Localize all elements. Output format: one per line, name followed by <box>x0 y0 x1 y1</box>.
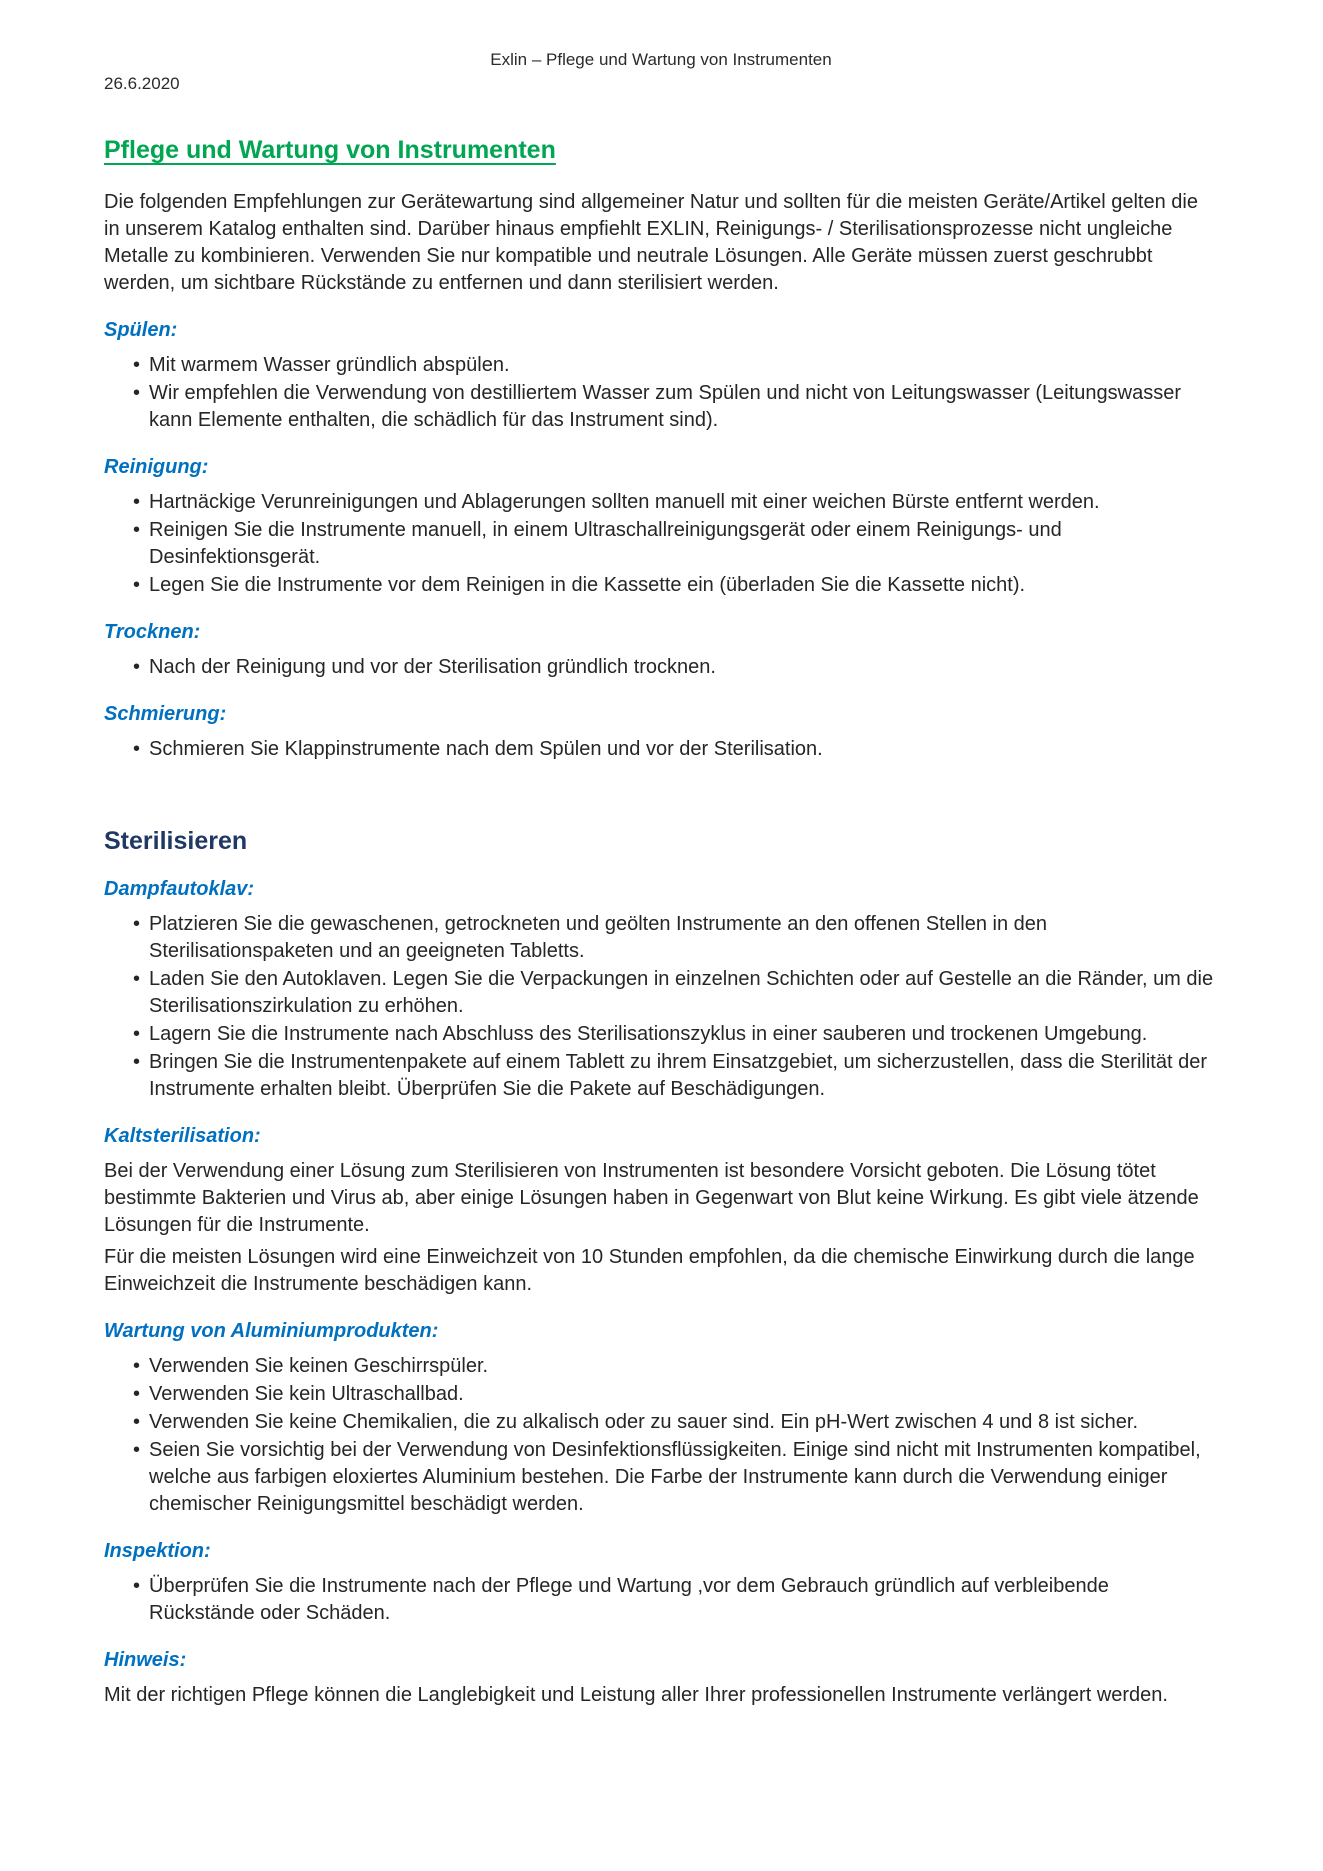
doc-title: Pflege und Wartung von Instrumenten <box>104 136 556 164</box>
bullet-list-reinigung <box>104 489 1218 599</box>
bullet-item: • Wir empfehlen die Verwendung von destilliertem Wasser zum Spülen und nicht von Leitungswasser (Leitungswasser kann Elemente enthalten, die schädlich für das Instrument sind). <box>133 380 1218 434</box>
bullet-item: • Seien Sie vorsichtig bei der Verwendung von Desinfektionsflüssigkeiten. Einige sind nicht mit Instrumenten kompatibel, welche aus farbigen eloxiertes Aluminium bestehen. Die Farbe der Instrumente kann durch die Verwendung einiger chemischer Reinigungsmittel beschädigt werden. <box>133 1437 1218 1518</box>
kaltsterilisation-paragraph-2: Für die meisten Lösungen wird eine Einweichzeit von 10 Stunden empfohlen, da die chemische Einwirkung durch die lange Einweichzeit die Instrumente beschädigen kann. <box>104 1246 1195 1295</box>
bullet-item: • Platzieren Sie die gewaschenen, getrockneten und geölten Instrumente an den offenen Stellen in den Sterilisationspaketen und an geeigneten Tabletts. <box>133 911 1218 965</box>
section-heading-reinigung: Reinigung: <box>104 456 209 478</box>
section-heading-hinweis: Hinweis: <box>104 1649 187 1671</box>
bullet-item: • Laden Sie den Autoklaven. Legen Sie die Verpackungen in einzelnen Schichten oder auf Gestelle an die Ränder, um die Sterilisationszirkulation zu erhöhen. <box>133 966 1218 1020</box>
section-heading-dampfautoklav: Dampfautoklav: <box>104 878 255 900</box>
bullet-list-schmierung <box>104 736 1218 763</box>
bullet-item: • Bringen Sie die Instrumentenpakete auf einem Tablett zu ihrem Einsatzgebiet, um sicherzustellen, dass die Sterilität der Instrumente erhalten bleibt. Überprüfen Sie die Pakete auf Beschädigungen. <box>133 1049 1218 1103</box>
bullet-list-aluminium <box>104 1353 1218 1518</box>
kaltsterilisation-paragraph-1: Bei der Verwendung einer Lösung zum Sterilisieren von Instrumenten ist besondere Vorsicht geboten. Die Lösung tötet bestimmte Bakterien und Virus ab, aber einige Lösungen haben in Gegenwart von Blut keine Wirkung. Es gibt viele ätzende Lösungen für die Instrumente. <box>104 1160 1199 1236</box>
section-heading-schmierung: Schmierung: <box>104 703 227 725</box>
section-heading-kaltsterilisation: Kaltsterilisation: <box>104 1125 261 1147</box>
section-heading-inspektion: Inspektion: <box>104 1540 211 1562</box>
bullet-list-spuelen <box>104 352 1218 434</box>
bullet-item: • Lagern Sie die Instrumente nach Abschluss des Sterilisationszyklus in einer sauberen und trockenen Umgebung. <box>133 1021 1218 1048</box>
section-heading-trocknen: Trocknen: <box>104 621 201 643</box>
bullet-list-trocknen <box>104 654 1218 681</box>
intro-paragraph: Die folgenden Empfehlungen zur Gerätewartung sind allgemeiner Natur und sollten für die meisten Geräte/Artikel gelten die in unserem Katalog enthalten sind. Darüber hinaus empfiehlt EXLIN, Reinigungs- / Sterilisationsprozesse nicht ungleiche Metalle zu kombinieren. Verwenden Sie nur kompatible und neutrale Lösungen. Alle Geräte müssen zuerst geschrubbt werden, um sichtbare Rückstände zu entfernen und dann sterilisiert werden. <box>104 191 1198 294</box>
section-heading-spuelen: Spülen: <box>104 319 178 341</box>
document-date: 26.6.2020 <box>104 74 180 93</box>
bullet-item: • Verwenden Sie keinen Geschirrspüler. <box>133 1353 1218 1380</box>
bullet-item: • Verwenden Sie kein Ultraschallbad. <box>133 1381 1218 1408</box>
page-header-title: Exlin – Pflege und Wartung von Instrumenten <box>490 50 832 69</box>
bullet-item: • Legen Sie die Instrumente vor dem Reinigen in die Kassette ein (überladen Sie die Kassette nicht). <box>133 572 1218 599</box>
bullet-item: • Hartnäckige Verunreinigungen und Ablagerungen sollten manuell mit einer weichen Bürste entfernt werden. <box>133 489 1218 516</box>
bullet-item: • Reinigen Sie die Instrumente manuell, in einem Ultraschallreinigungsgerät oder einem Reinigungs- und Desinfektionsgerät. <box>133 517 1218 571</box>
bullet-item: • Überprüfen Sie die Instrumente nach der Pflege und Wartung ,vor dem Gebrauch gründlich auf verbleibende Rückstände oder Schäden. <box>133 1573 1218 1627</box>
hinweis-paragraph: Mit der richtigen Pflege können die Langlebigkeit und Leistung aller Ihrer professionellen Instrumente verlängert werden. <box>104 1684 1168 1706</box>
bullet-list-inspektion <box>104 1573 1218 1627</box>
bullet-item: • Verwenden Sie keine Chemikalien, die zu alkalisch oder zu sauer sind. Ein pH-Wert zwischen 4 und 8 ist sicher. <box>133 1409 1218 1436</box>
bullet-item: • Schmieren Sie Klappinstrumente nach dem Spülen und vor der Sterilisation. <box>133 736 1218 763</box>
bullet-item: • Mit warmem Wasser gründlich abspülen. <box>133 352 1218 379</box>
section-heading-aluminium: Wartung von Aluminiumprodukten: <box>104 1320 439 1342</box>
bullet-item: • Nach der Reinigung und vor der Sterilisation gründlich trocknen. <box>133 654 1218 681</box>
bullet-list-dampfautoklav <box>104 911 1218 1103</box>
section-heading-sterilisieren: Sterilisieren <box>104 827 248 855</box>
